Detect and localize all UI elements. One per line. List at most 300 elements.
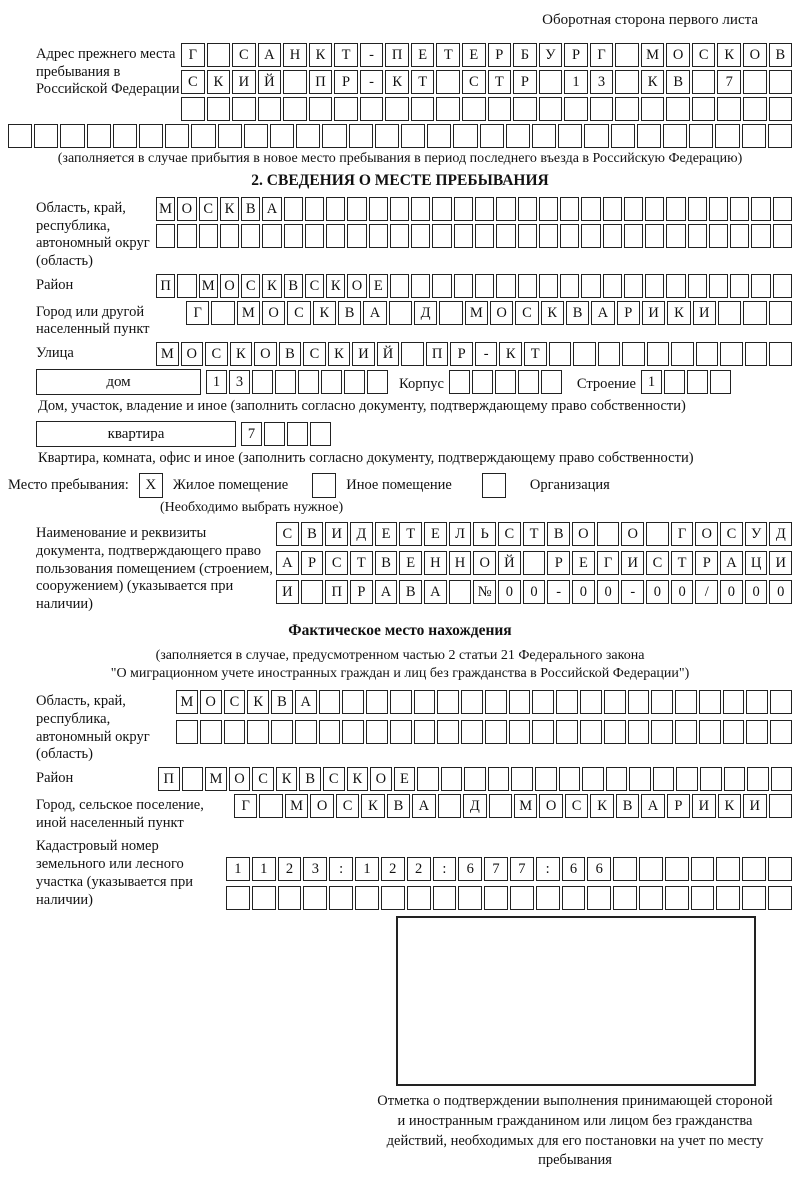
char-box[interactable]: 0 [498, 580, 521, 604]
char-box[interactable]: 0 [572, 580, 595, 604]
char-box[interactable] [220, 224, 239, 248]
char-box[interactable] [604, 720, 626, 744]
char-box[interactable]: Р [547, 551, 570, 575]
char-box[interactable]: О [181, 342, 204, 366]
char-box[interactable]: Й [377, 342, 400, 366]
char-box[interactable] [511, 767, 533, 791]
char-box[interactable] [453, 124, 477, 148]
char-box[interactable]: С [205, 342, 228, 366]
char-box[interactable] [768, 124, 792, 148]
char-box[interactable] [454, 224, 473, 248]
char-box[interactable] [769, 301, 792, 325]
char-box[interactable]: Г [181, 43, 205, 67]
char-box[interactable] [252, 370, 273, 394]
char-box[interactable]: 0 [671, 580, 694, 604]
char-box[interactable]: 3 [590, 70, 614, 94]
char-box[interactable]: - [475, 342, 498, 366]
char-box[interactable]: Т [350, 551, 373, 575]
char-box[interactable]: : [433, 857, 457, 881]
char-box[interactable] [665, 886, 689, 910]
char-box[interactable]: У [745, 522, 768, 546]
char-box[interactable] [262, 224, 281, 248]
char-box[interactable] [458, 886, 482, 910]
char-box[interactable] [496, 224, 515, 248]
char-box[interactable] [580, 690, 602, 714]
char-box[interactable]: В [271, 690, 293, 714]
char-box[interactable]: К [262, 274, 281, 298]
char-box[interactable]: - [621, 580, 644, 604]
char-box[interactable] [629, 767, 651, 791]
char-box[interactable]: 2 [278, 857, 302, 881]
char-box[interactable] [496, 274, 515, 298]
char-box[interactable] [699, 690, 721, 714]
char-box[interactable] [475, 274, 494, 298]
char-box[interactable]: О [229, 767, 251, 791]
char-box[interactable]: Д [414, 301, 437, 325]
char-box[interactable] [751, 224, 770, 248]
char-box[interactable]: М [641, 43, 665, 67]
char-box[interactable]: 2 [381, 857, 405, 881]
char-box[interactable] [653, 767, 675, 791]
char-box[interactable]: Т [411, 70, 435, 94]
char-box[interactable]: Т [671, 551, 694, 575]
char-box[interactable] [449, 580, 472, 604]
char-box[interactable] [390, 274, 409, 298]
char-box[interactable]: С [692, 43, 716, 67]
char-box[interactable]: А [258, 43, 282, 67]
char-box[interactable] [427, 124, 451, 148]
char-box[interactable] [615, 97, 639, 121]
char-box[interactable] [259, 794, 282, 818]
char-box[interactable]: П [158, 767, 180, 791]
char-box[interactable]: Р [334, 70, 358, 94]
char-box[interactable]: Ь [473, 522, 496, 546]
char-box[interactable] [309, 97, 333, 121]
char-box[interactable] [436, 97, 460, 121]
char-box[interactable] [389, 301, 412, 325]
char-box[interactable] [417, 767, 439, 791]
char-box[interactable] [709, 224, 728, 248]
char-box[interactable] [342, 690, 364, 714]
char-box[interactable] [666, 97, 690, 121]
char-box[interactable]: Т [399, 522, 422, 546]
char-box[interactable] [628, 690, 650, 714]
char-box[interactable] [710, 370, 731, 394]
apartment-type-box[interactable]: квартира [36, 421, 236, 447]
char-box[interactable]: М [237, 301, 260, 325]
char-box[interactable] [532, 720, 554, 744]
char-box[interactable]: С [565, 794, 588, 818]
char-box[interactable] [472, 370, 493, 394]
char-box[interactable]: С [462, 70, 486, 94]
char-box[interactable] [449, 370, 470, 394]
char-box[interactable]: К [641, 70, 665, 94]
char-box[interactable] [518, 370, 539, 394]
char-box[interactable] [746, 720, 768, 744]
char-box[interactable] [411, 97, 435, 121]
char-box[interactable] [177, 224, 196, 248]
char-box[interactable]: О [220, 274, 239, 298]
char-box[interactable] [264, 422, 285, 446]
char-box[interactable] [247, 720, 269, 744]
char-box[interactable] [480, 124, 504, 148]
char-box[interactable] [532, 690, 554, 714]
char-box[interactable] [176, 720, 198, 744]
char-box[interactable]: М [156, 342, 179, 366]
char-box[interactable]: 7 [241, 422, 262, 446]
char-box[interactable]: М [465, 301, 488, 325]
char-box[interactable] [436, 70, 460, 94]
char-box[interactable]: О [347, 274, 366, 298]
char-box[interactable]: И [693, 301, 716, 325]
char-box[interactable]: Н [449, 551, 472, 575]
char-box[interactable]: К [309, 43, 333, 67]
char-box[interactable] [742, 857, 766, 881]
char-box[interactable] [322, 124, 346, 148]
char-box[interactable] [549, 342, 572, 366]
char-box[interactable]: А [295, 690, 317, 714]
char-box[interactable] [581, 197, 600, 221]
char-box[interactable] [687, 370, 708, 394]
char-box[interactable] [454, 197, 473, 221]
char-box[interactable] [598, 342, 621, 366]
char-box[interactable] [622, 342, 645, 366]
char-box[interactable]: 1 [641, 370, 662, 394]
char-box[interactable]: В [769, 43, 793, 67]
char-box[interactable] [615, 43, 639, 67]
char-box[interactable]: О [539, 794, 562, 818]
char-box[interactable] [647, 342, 670, 366]
char-box[interactable]: В [387, 794, 410, 818]
char-box[interactable]: Р [450, 342, 473, 366]
char-box[interactable] [518, 224, 537, 248]
char-box[interactable] [692, 97, 716, 121]
char-box[interactable] [665, 857, 689, 881]
char-box[interactable]: Р [667, 794, 690, 818]
char-box[interactable]: Г [590, 43, 614, 67]
char-box[interactable]: В [338, 301, 361, 325]
char-box[interactable] [768, 886, 792, 910]
char-box[interactable] [411, 224, 430, 248]
char-box[interactable]: Т [523, 522, 546, 546]
char-box[interactable]: К [499, 342, 522, 366]
char-box[interactable]: М [205, 767, 227, 791]
char-box[interactable] [513, 97, 537, 121]
char-box[interactable] [560, 224, 579, 248]
char-box[interactable] [723, 720, 745, 744]
char-box[interactable]: С [181, 70, 205, 94]
char-box[interactable] [536, 886, 560, 910]
char-box[interactable] [699, 720, 721, 744]
char-box[interactable] [284, 224, 303, 248]
char-box[interactable] [641, 97, 665, 121]
char-box[interactable]: С [276, 522, 299, 546]
char-box[interactable] [177, 274, 196, 298]
char-box[interactable] [375, 124, 399, 148]
char-box[interactable]: К [361, 794, 384, 818]
char-box[interactable]: Т [524, 342, 547, 366]
char-box[interactable]: Е [399, 551, 422, 575]
char-box[interactable]: А [363, 301, 386, 325]
char-box[interactable]: С [325, 551, 348, 575]
char-box[interactable]: Е [375, 522, 398, 546]
char-box[interactable] [360, 97, 384, 121]
char-box[interactable]: И [692, 794, 715, 818]
char-box[interactable] [688, 197, 707, 221]
char-box[interactable]: 1 [564, 70, 588, 94]
char-box[interactable] [730, 224, 749, 248]
char-box[interactable] [768, 857, 792, 881]
char-box[interactable]: Е [424, 522, 447, 546]
char-box[interactable] [692, 70, 716, 94]
char-box[interactable]: С [515, 301, 538, 325]
char-box[interactable] [218, 124, 242, 148]
char-box[interactable] [539, 197, 558, 221]
char-box[interactable]: 3 [229, 370, 250, 394]
char-box[interactable]: С [305, 274, 324, 298]
char-box[interactable]: Г [597, 551, 620, 575]
char-box[interactable] [207, 43, 231, 67]
char-box[interactable]: Ц [745, 551, 768, 575]
char-box[interactable]: 0 [769, 580, 792, 604]
char-box[interactable] [321, 370, 342, 394]
char-box[interactable]: С [336, 794, 359, 818]
char-box[interactable]: С [224, 690, 246, 714]
char-box[interactable]: Р [513, 70, 537, 94]
char-box[interactable] [747, 767, 769, 791]
char-box[interactable]: Р [695, 551, 718, 575]
char-box[interactable] [587, 886, 611, 910]
char-box[interactable] [518, 274, 537, 298]
char-box[interactable]: К [276, 767, 298, 791]
char-box[interactable]: А [641, 794, 664, 818]
char-box[interactable] [611, 124, 635, 148]
char-box[interactable] [556, 720, 578, 744]
char-box[interactable] [207, 97, 231, 121]
char-box[interactable] [539, 274, 558, 298]
char-box[interactable] [488, 767, 510, 791]
char-box[interactable] [475, 197, 494, 221]
char-box[interactable] [232, 97, 256, 121]
char-box[interactable] [613, 857, 637, 881]
char-box[interactable]: П [385, 43, 409, 67]
char-box[interactable]: Р [617, 301, 640, 325]
char-box[interactable] [560, 274, 579, 298]
char-box[interactable] [651, 720, 673, 744]
char-box[interactable] [34, 124, 58, 148]
char-box[interactable] [523, 551, 546, 575]
char-box[interactable] [344, 370, 365, 394]
char-box[interactable] [454, 274, 473, 298]
char-box[interactable]: К [220, 197, 239, 221]
char-box[interactable] [606, 767, 628, 791]
char-box[interactable]: Т [334, 43, 358, 67]
char-box[interactable] [582, 767, 604, 791]
char-box[interactable] [724, 767, 746, 791]
char-box[interactable] [539, 70, 563, 94]
char-box[interactable]: К [541, 301, 564, 325]
char-box[interactable]: Й [498, 551, 521, 575]
checkbox-organizaciya[interactable] [482, 473, 506, 498]
char-box[interactable]: 6 [562, 857, 586, 881]
char-box[interactable] [258, 97, 282, 121]
char-box[interactable] [283, 97, 307, 121]
char-box[interactable] [484, 886, 508, 910]
char-box[interactable]: 1 [226, 857, 250, 881]
char-box[interactable] [651, 690, 673, 714]
char-box[interactable] [305, 197, 324, 221]
char-box[interactable] [773, 197, 792, 221]
char-box[interactable]: К [590, 794, 613, 818]
char-box[interactable] [666, 274, 685, 298]
char-box[interactable]: К [667, 301, 690, 325]
char-box[interactable]: С [232, 43, 256, 67]
char-box[interactable]: Р [564, 43, 588, 67]
char-box[interactable]: С [199, 197, 218, 221]
char-box[interactable] [751, 197, 770, 221]
char-box[interactable]: Т [488, 70, 512, 94]
char-box[interactable] [8, 124, 32, 148]
char-box[interactable] [564, 97, 588, 121]
char-box[interactable] [603, 274, 622, 298]
char-box[interactable]: М [285, 794, 308, 818]
char-box[interactable] [439, 301, 462, 325]
char-box[interactable] [319, 720, 341, 744]
char-box[interactable]: О [262, 301, 285, 325]
char-box[interactable]: 7 [717, 70, 741, 94]
char-box[interactable] [532, 124, 556, 148]
char-box[interactable]: Д [463, 794, 486, 818]
char-box[interactable] [691, 857, 715, 881]
char-box[interactable] [573, 342, 596, 366]
char-box[interactable]: А [720, 551, 743, 575]
char-box[interactable] [559, 767, 581, 791]
char-box[interactable] [604, 690, 626, 714]
char-box[interactable] [597, 522, 620, 546]
char-box[interactable]: 1 [206, 370, 227, 394]
char-box[interactable]: В [299, 767, 321, 791]
char-box[interactable] [742, 124, 766, 148]
char-box[interactable]: В [616, 794, 639, 818]
char-box[interactable] [770, 690, 792, 714]
char-box[interactable]: О [666, 43, 690, 67]
char-box[interactable]: В [241, 197, 260, 221]
char-box[interactable]: 2 [407, 857, 431, 881]
char-box[interactable] [489, 794, 512, 818]
char-box[interactable]: И [621, 551, 644, 575]
char-box[interactable] [688, 224, 707, 248]
char-box[interactable] [560, 197, 579, 221]
char-box[interactable]: Т [436, 43, 460, 67]
char-box[interactable] [301, 580, 324, 604]
char-box[interactable] [287, 422, 308, 446]
char-box[interactable] [165, 124, 189, 148]
char-box[interactable] [295, 720, 317, 744]
char-box[interactable]: Н [283, 43, 307, 67]
char-box[interactable] [769, 794, 792, 818]
char-box[interactable] [485, 690, 507, 714]
char-box[interactable] [581, 274, 600, 298]
char-box[interactable] [181, 97, 205, 121]
char-box[interactable] [283, 70, 307, 94]
char-box[interactable] [603, 224, 622, 248]
char-box[interactable]: № [473, 580, 496, 604]
char-box[interactable]: - [547, 580, 570, 604]
char-box[interactable] [244, 124, 268, 148]
char-box[interactable] [407, 886, 431, 910]
char-box[interactable] [278, 886, 302, 910]
char-box[interactable] [414, 720, 436, 744]
char-box[interactable]: О [473, 551, 496, 575]
char-box[interactable]: С [241, 274, 260, 298]
char-box[interactable] [509, 690, 531, 714]
char-box[interactable] [224, 720, 246, 744]
char-box[interactable] [349, 124, 373, 148]
char-box[interactable] [464, 767, 486, 791]
char-box[interactable]: Р [350, 580, 373, 604]
char-box[interactable]: К [313, 301, 336, 325]
char-box[interactable] [773, 274, 792, 298]
char-box[interactable] [270, 124, 294, 148]
char-box[interactable] [433, 886, 457, 910]
char-box[interactable]: А [591, 301, 614, 325]
char-box[interactable] [414, 690, 436, 714]
char-box[interactable]: Б [513, 43, 537, 67]
char-box[interactable] [664, 370, 685, 394]
char-box[interactable]: 7 [484, 857, 508, 881]
char-box[interactable] [730, 274, 749, 298]
char-box[interactable] [663, 124, 687, 148]
char-box[interactable]: Е [369, 274, 388, 298]
char-box[interactable]: 1 [252, 857, 276, 881]
char-box[interactable] [461, 720, 483, 744]
char-box[interactable] [645, 197, 664, 221]
char-box[interactable] [709, 274, 728, 298]
char-box[interactable]: В [375, 551, 398, 575]
char-box[interactable]: О [490, 301, 513, 325]
char-box[interactable] [326, 197, 345, 221]
char-box[interactable]: В [666, 70, 690, 94]
char-box[interactable] [769, 342, 792, 366]
char-box[interactable] [156, 224, 175, 248]
char-box[interactable]: С [323, 767, 345, 791]
char-box[interactable]: П [309, 70, 333, 94]
char-box[interactable]: М [176, 690, 198, 714]
char-box[interactable] [723, 690, 745, 714]
char-box[interactable] [509, 720, 531, 744]
char-box[interactable]: К [326, 274, 345, 298]
char-box[interactable]: К [347, 767, 369, 791]
char-box[interactable] [326, 224, 345, 248]
char-box[interactable] [590, 97, 614, 121]
char-box[interactable]: И [769, 551, 792, 575]
char-box[interactable]: Р [301, 551, 324, 575]
char-box[interactable] [385, 97, 409, 121]
char-box[interactable]: М [156, 197, 175, 221]
char-box[interactable] [773, 224, 792, 248]
char-box[interactable] [390, 197, 409, 221]
char-box[interactable] [746, 690, 768, 714]
char-box[interactable] [437, 690, 459, 714]
house-type-box[interactable]: дом [36, 369, 201, 395]
char-box[interactable] [506, 124, 530, 148]
char-box[interactable] [743, 301, 766, 325]
char-box[interactable] [432, 197, 451, 221]
char-box[interactable]: И [276, 580, 299, 604]
char-box[interactable]: П [426, 342, 449, 366]
char-box[interactable] [562, 886, 586, 910]
char-box[interactable]: - [360, 43, 384, 67]
